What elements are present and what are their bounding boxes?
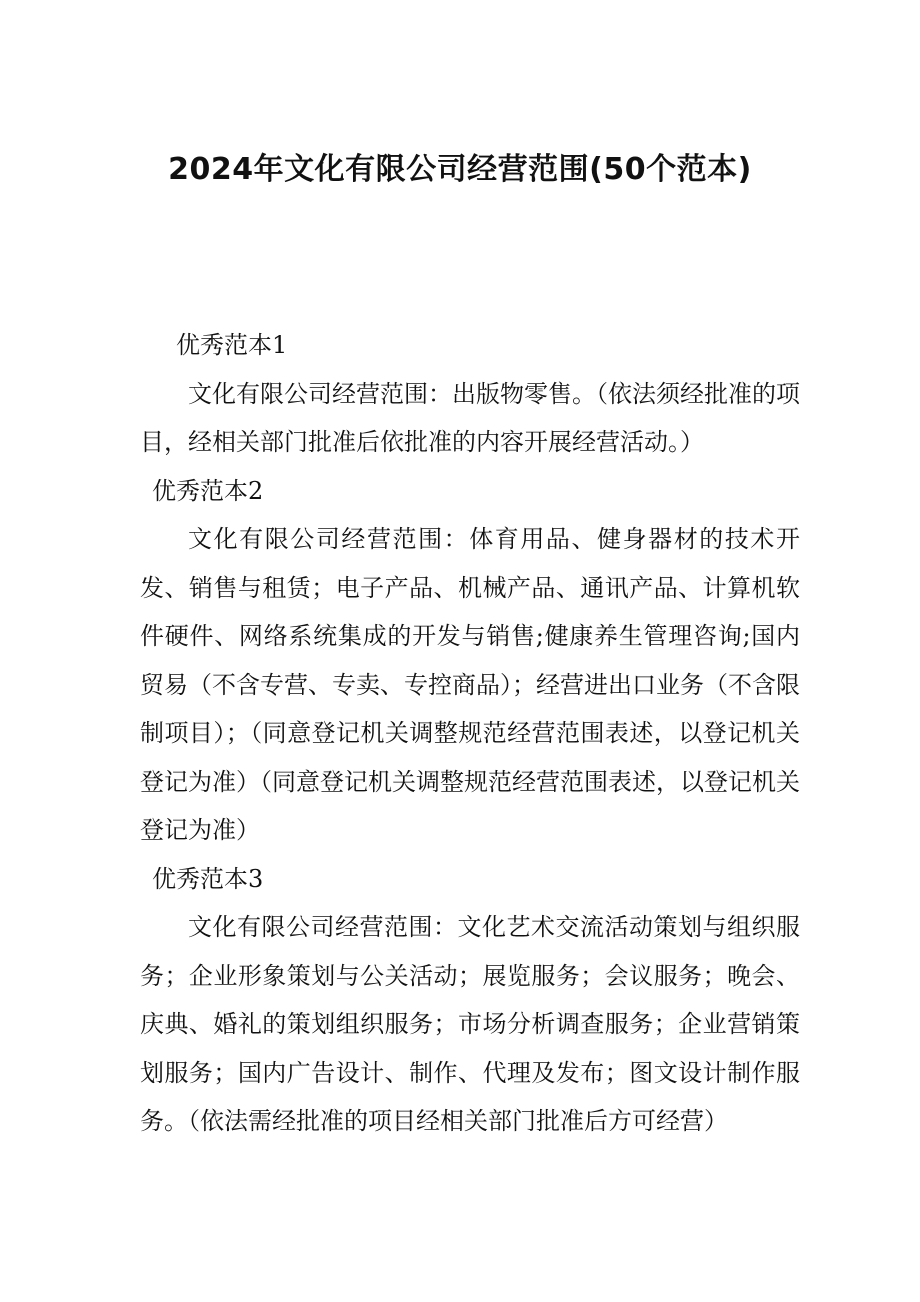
section-body: 文化有限公司经营范围：体育用品、健身器材的技术开发、销售与租赁；电子产品、机械产品、通讯产品、计算机软件硬件、网络系统集成的开发与销售;健康养生管理咨询;国内贸易（不含专营、专卖、专控商品）；经营进出口业务（不含限制项目）；（同意登记机关调整规范经营范围表述，以登记机关登记为准）（同意登记机关调整规范经营范围表述，以登记机关登记为准） xyxy=(140,525,800,844)
section-heading: 优秀范本3 xyxy=(152,864,264,893)
document-title: 2024年文化有限公司经营范围(50个范本) xyxy=(168,152,752,187)
section-1 xyxy=(140,321,800,467)
document-body xyxy=(140,321,800,1146)
section-body: 文化有限公司经营范围：出版物零售。（依法须经批准的项目，经相关部门批准后依批准的内容开展经营活动。） xyxy=(140,379,800,456)
section-heading: 优秀范本2 xyxy=(152,476,264,505)
section-body: 文化有限公司经营范围：文化艺术交流活动策划与组织服务；企业形象策划与公关活动；展览服务；会议服务；晚会、庆典、婚礼的策划组织服务；市场分析调查服务；企业营销策划服务；国内广告设计、制作、代理及发布；图文设计制作服务。（依法需经批准的项目经相关部门批准后方可经营） xyxy=(140,913,800,1135)
section-3 xyxy=(140,855,800,1146)
section-2 xyxy=(140,467,800,855)
section-heading: 优秀范本1 xyxy=(176,331,288,359)
